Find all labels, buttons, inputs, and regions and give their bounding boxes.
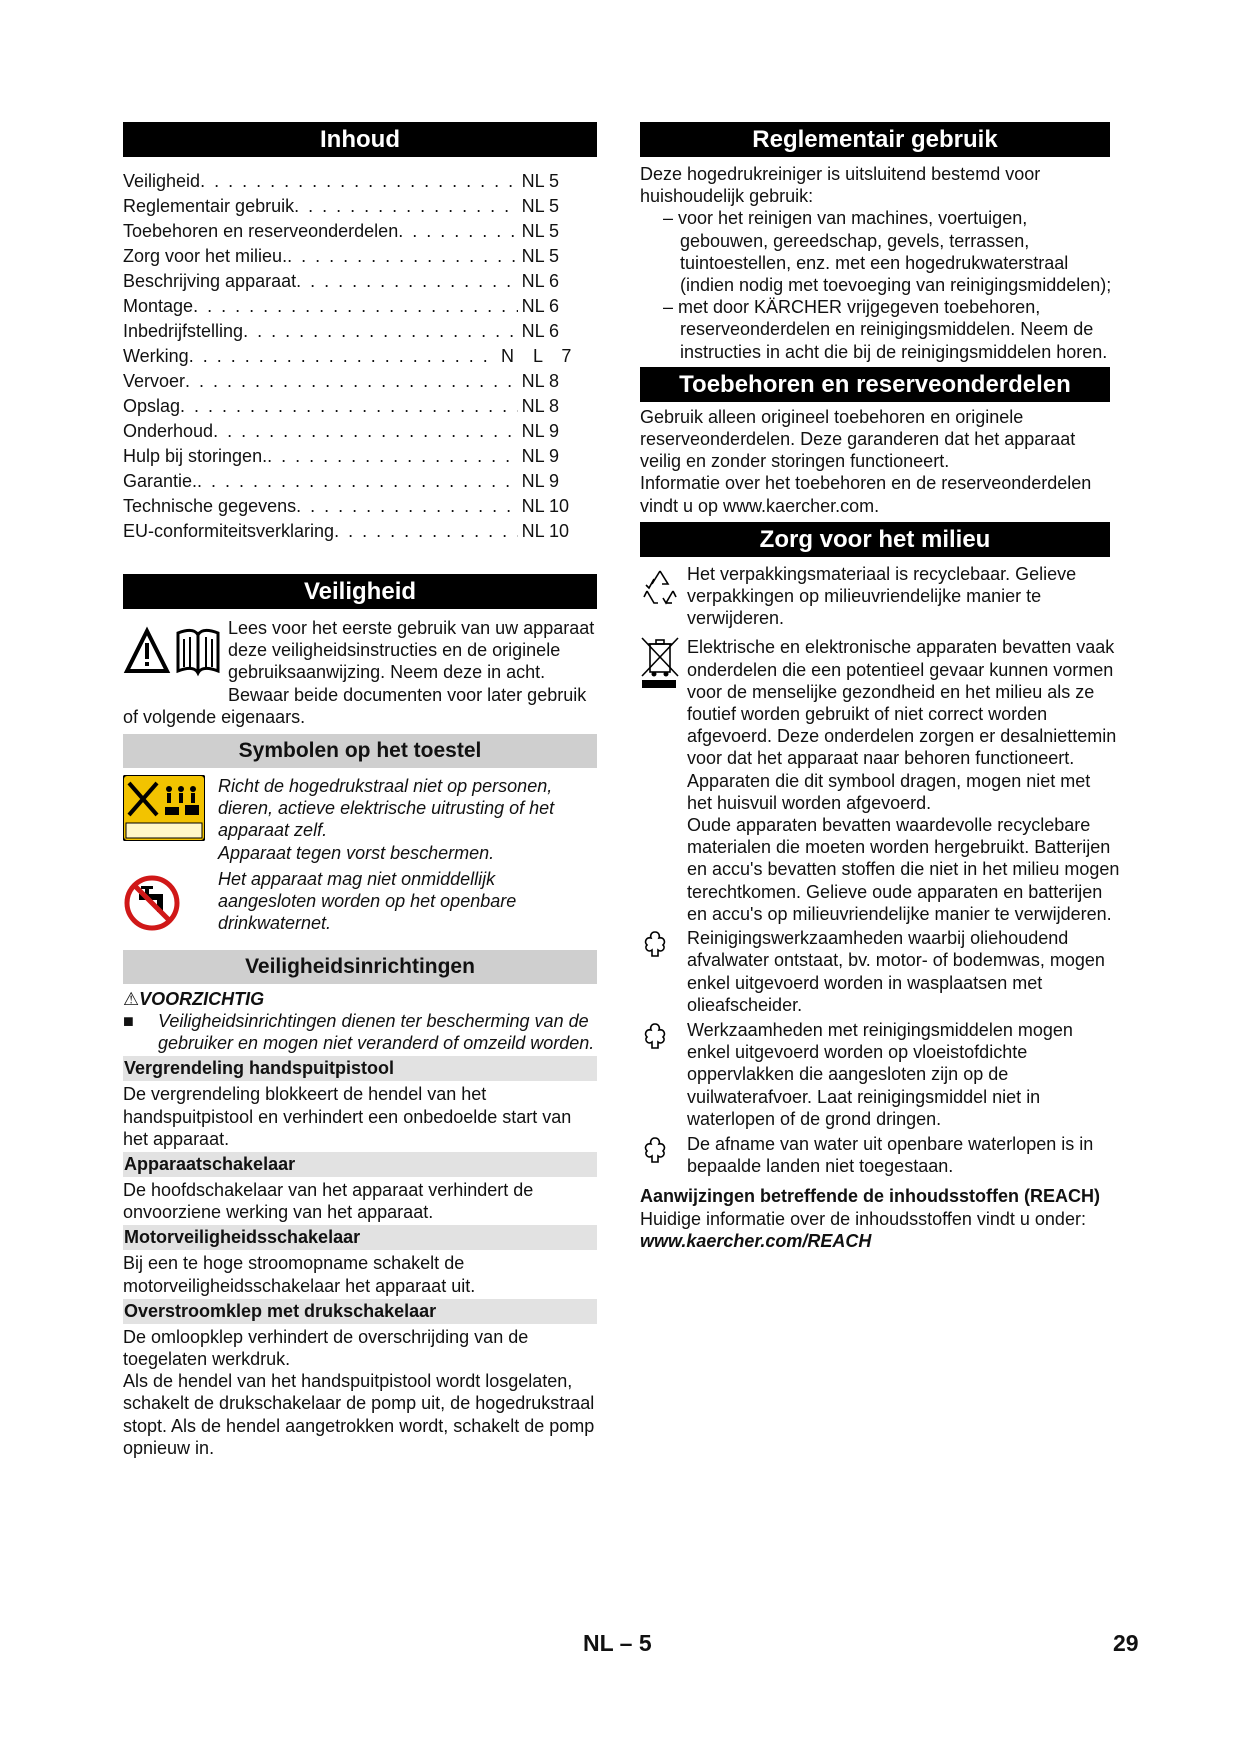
toc-entry-title: Vervoer <box>123 371 186 391</box>
switch-heading: Apparaatschakelaar <box>123 1152 597 1177</box>
toc-leader <box>267 444 518 469</box>
toc-leader <box>193 294 518 319</box>
caution-bullet-text: Veiligheidsinrichtingen dienen ter bescherming van de gebruiker en mogen niet veranderd of omzeild worden. <box>158 1011 595 1054</box>
toc-entry[interactable] <box>123 394 597 419</box>
toc-entry-title: Beschrijving apparaat <box>123 271 297 291</box>
caution-triangle-icon: ⚠ <box>123 988 140 1009</box>
warning-triangle-and-book-icon <box>123 621 228 681</box>
reach-heading: Aanwijzingen betreffende de inhoudsstoffen (REACH) <box>640 1186 1101 1207</box>
valve-heading: Overstroomklep met drukschakelaar <box>123 1299 597 1324</box>
toc-entry-title: Reglementair gebruik <box>123 196 295 216</box>
toc-entry-title: Werking <box>123 346 189 366</box>
environment-heading: Zorg voor het milieu <box>640 522 1110 557</box>
toc-leader <box>294 194 518 219</box>
toc-entry[interactable] <box>123 519 597 544</box>
toc-entry-page: N L 7 <box>501 346 572 366</box>
toc-leader <box>180 394 518 419</box>
safety-intro-block <box>123 617 597 728</box>
toc-entry-title: Veiligheid <box>123 171 201 191</box>
symbol1-text2: Apparaat tegen vorst beschermen. <box>218 842 495 863</box>
square-bullet-icon: ■ <box>123 1011 134 1032</box>
toc-entry[interactable] <box>123 344 597 369</box>
toc-leader <box>287 244 518 269</box>
toc-entry-page: NL 5 <box>521 171 559 191</box>
caution-word: VOORZICHTIG <box>139 988 265 1009</box>
toc-entry-page: NL 5 <box>521 196 559 216</box>
toc-leader <box>200 169 518 194</box>
toc-entry-page: NL 10 <box>521 496 569 516</box>
toc-entry[interactable] <box>123 269 597 294</box>
lock-heading: Vergrendeling handspuitpistool <box>123 1056 597 1081</box>
toc-entry[interactable] <box>123 219 597 244</box>
crossed-out-bin-icon <box>640 636 680 690</box>
env-recycle-row <box>640 563 1120 630</box>
toc-leader <box>398 219 517 244</box>
env-detergent-row <box>640 1019 1120 1130</box>
usage-item-2: – met door KÄRCHER vrijgegeven toebehoren, reserveonderdelen en reinigingsmiddelen. Neem de instructies in acht die bij de reinigingsmiddelen horen. <box>663 297 1108 362</box>
toc-leader <box>334 519 518 544</box>
right-column <box>640 122 1120 1252</box>
symbol2-text: Het apparaat mag niet onmiddellijk aangesloten worden op het openbare drinkwaternet. <box>218 868 517 934</box>
page-number: 29 <box>1113 1630 1139 1656</box>
toc-entry-title: Technische gegevens <box>123 496 297 516</box>
toc-leader <box>213 419 518 444</box>
toc-entry-page: NL 8 <box>521 371 559 391</box>
accessories-text-1: Gebruik alleen origineel toebehoren en originele reserveonderdelen. Deze garanderen dat het apparaat veilig en zonder storingen functioneert. <box>640 406 1076 472</box>
environment-tree-icon <box>640 1021 670 1051</box>
toc-entry-title: Inbedrijfstelling <box>123 321 244 341</box>
toc-heading: Inhoud <box>123 122 597 157</box>
toc-entry-title: Onderhoud <box>123 421 214 441</box>
toc-entry-page: NL 8 <box>521 396 559 416</box>
toc-leader <box>189 344 497 369</box>
safety-intro-text: Lees voor het eerste gebruik van uw apparaat deze veiligheidsinstructies en de originele gebruiksaanwijzing. Neem deze in acht. Bewaar beide documenten voor later gebruik of volgende eigenaars. <box>123 618 595 727</box>
toc-entry-page: NL 5 <box>521 246 559 266</box>
recycle-text: Het verpakkingsmateriaal is recyclebaar. Gelieve verpakkingen op milieuvriendelijke manier te verwijderen. <box>687 563 1077 629</box>
toc-entry[interactable] <box>123 369 597 394</box>
toc-entry-page: NL 9 <box>521 471 559 491</box>
toc-entry[interactable] <box>123 494 597 519</box>
environment-tree-icon <box>640 1135 670 1165</box>
env-waterway-row <box>640 1133 1120 1177</box>
usage-item-1: – voor het reinigen van machines, voertuigen, gebouwen, gereedschap, gevels, terrassen, tuintoestellen, enz. met een hogedrukwaterstraal (indien nodig met toevoeging van reinigingsmiddelen); <box>663 208 1112 296</box>
toc-entry-title: Montage <box>123 296 194 316</box>
accessories-heading: Toebehoren en reserveonderdelen <box>640 367 1110 402</box>
toc-leader <box>197 469 518 494</box>
toc-entry[interactable] <box>123 319 597 344</box>
environment-tree-icon <box>640 929 670 959</box>
valve-text-2: Als de hendel van het handspuitpistool wordt losgelaten, schakelt de drukschakelaar de pomp uit, de hogedrukstraal stopt. Als de hendel aangetrokken wordt, schakelt de pomp opnieuw in. <box>123 1371 595 1458</box>
toc-entry-title: EU-conformiteitsverklaring <box>123 521 335 541</box>
toc-entry-page: NL 10 <box>521 521 569 541</box>
toc-entry-title: Zorg voor het milieu. <box>123 246 288 266</box>
lock-text: De vergrendeling blokkeert de hendel van het handspuitpistool en verhindert een onbedoelde start van het apparaat. <box>123 1084 572 1149</box>
spray-warning-label <box>123 775 218 846</box>
no-drinking-water-label <box>123 868 218 937</box>
toc-entry-page: NL 9 <box>521 446 559 466</box>
safety-heading: Veiligheid <box>123 574 597 609</box>
recycle-icon-wrap <box>640 563 687 612</box>
symbol-row-spray <box>123 775 597 864</box>
weee-text-1: Elektrische en elektronische apparaten bevatten vaak onderdelen die een potentieel gevaar kunnen vormen voor de menselijke gezondheid en het milieu als ze foutief worden gebruikt of niet correct worden afgevoerd. Deze onderdelen zorgen er desalniettemin voor dat het apparaat naar behoren functioneert. Apparaten die dit symbool dragen, mogen niet met het huisvuil worden afgevoerd. <box>687 637 1117 813</box>
toc-leader <box>243 319 518 344</box>
toc-entry-page: NL 6 <box>521 296 559 316</box>
toc-entry[interactable] <box>123 444 597 469</box>
usage-heading: Reglementair gebruik <box>640 122 1110 157</box>
reach-link[interactable]: www.kaercher.com/REACH <box>640 1230 872 1251</box>
no-drinking-water-connection-icon <box>123 874 181 932</box>
tree-icon-wrap <box>640 927 687 964</box>
motor-switch-text: Bij een te hoge stroomopname schakelt de motorveiligheidsschakelaar het apparaat uit. <box>123 1253 476 1296</box>
symbol-row-drinkwater <box>123 868 597 937</box>
warning-manual-icons <box>123 621 228 687</box>
toc-entry-title: Garantie. <box>123 471 198 491</box>
valve-text-1: De omloopklep verhindert de overschrijding van de toegelaten werkdruk. <box>123 1326 529 1370</box>
toc-entry-page: NL 9 <box>521 421 559 441</box>
caution-bullet <box>123 1010 597 1054</box>
section-page-number: NL – 5 <box>583 1630 652 1656</box>
tree-icon-wrap <box>640 1133 687 1170</box>
toc-entry[interactable] <box>123 469 597 494</box>
toc-leader <box>296 494 518 519</box>
detergent-text: Werkzaamheden met reinigingsmiddelen mogen enkel uitgevoerd worden op vloeistofdichte oppervlakken die aangesloten zijn op de vuilwaterafvoer. Laat reinigingsmiddel niet in waterlopen of de grond dringen. <box>687 1019 1073 1129</box>
safety-devices-heading: Veiligheidsinrichtingen <box>123 950 597 984</box>
switch-text: De hoofdschakelaar van het apparaat verhindert de onvoorziene werking van het apparaat. <box>123 1180 534 1223</box>
toc-entry-title: Hulp bij storingen. <box>123 446 268 466</box>
table-of-contents <box>123 169 597 544</box>
weee-text-2: Oude apparaten bevatten waardevolle recyclebare materialen die moeten worden hergebruikt. Batterijen en accu's bevatten stoffen die niet in het milieu mogen terechtkomen. Gelieve oude apparaten en batterijen en accu's op milieuvriendelijke manier te verwijderen. <box>687 815 1120 924</box>
motor-switch-heading: Motorveiligheidsschakelaar <box>123 1225 597 1250</box>
symbols-heading: Symbolen op het toestel <box>123 734 597 768</box>
accessories-text-2: Informatie over het toebehoren en de reserveonderdelen vindt u op www.kaercher.com. <box>640 473 1092 516</box>
symbol1-text: Richt de hogedrukstraal niet op personen, dieren, actieve elektrische uitrusting of het apparaat zelf. <box>218 776 555 841</box>
no-spray-at-people-icon <box>123 775 205 841</box>
caution-label <box>123 988 597 1010</box>
env-oil-row <box>640 927 1120 1016</box>
oil-water-text: Reinigingswerkzaamheden waarbij oliehoudend afvalwater ontstaat, bv. motor- of bodemwas, mogen enkel uitgevoerd worden in wasplaatsen met olieafscheider. <box>687 928 1105 1015</box>
toc-entry[interactable] <box>123 194 597 219</box>
toc-entry[interactable] <box>123 294 597 319</box>
usage-intro: Deze hogedrukreiniger is uitsluitend bestemd voor huishoudelijk gebruik: <box>640 164 1041 207</box>
toc-entry-page: NL 6 <box>521 271 559 291</box>
tree-icon-wrap <box>640 1019 687 1056</box>
toc-entry-title: Opslag <box>123 396 181 416</box>
toc-leader <box>296 269 518 294</box>
waterway-text: De afname van water uit openbare waterlopen is in bepaalde landen niet toegestaan. <box>687 1133 1094 1177</box>
reach-text: Huidige informatie over de inhoudsstoffen vindt u onder: <box>640 1208 1086 1229</box>
toc-entry-page: NL 5 <box>521 221 559 241</box>
toc-entry-title: Toebehoren en reserveonderdelen <box>123 221 399 241</box>
toc-entry[interactable] <box>123 244 597 269</box>
toc-leader <box>185 369 518 394</box>
toc-entry-page: NL 6 <box>521 321 559 341</box>
toc-entry[interactable] <box>123 169 597 194</box>
toc-entry[interactable] <box>123 419 597 444</box>
env-weee-row <box>640 636 1120 925</box>
weee-icon-wrap <box>640 636 687 695</box>
recycle-icon <box>640 567 680 607</box>
left-column <box>123 122 597 1459</box>
